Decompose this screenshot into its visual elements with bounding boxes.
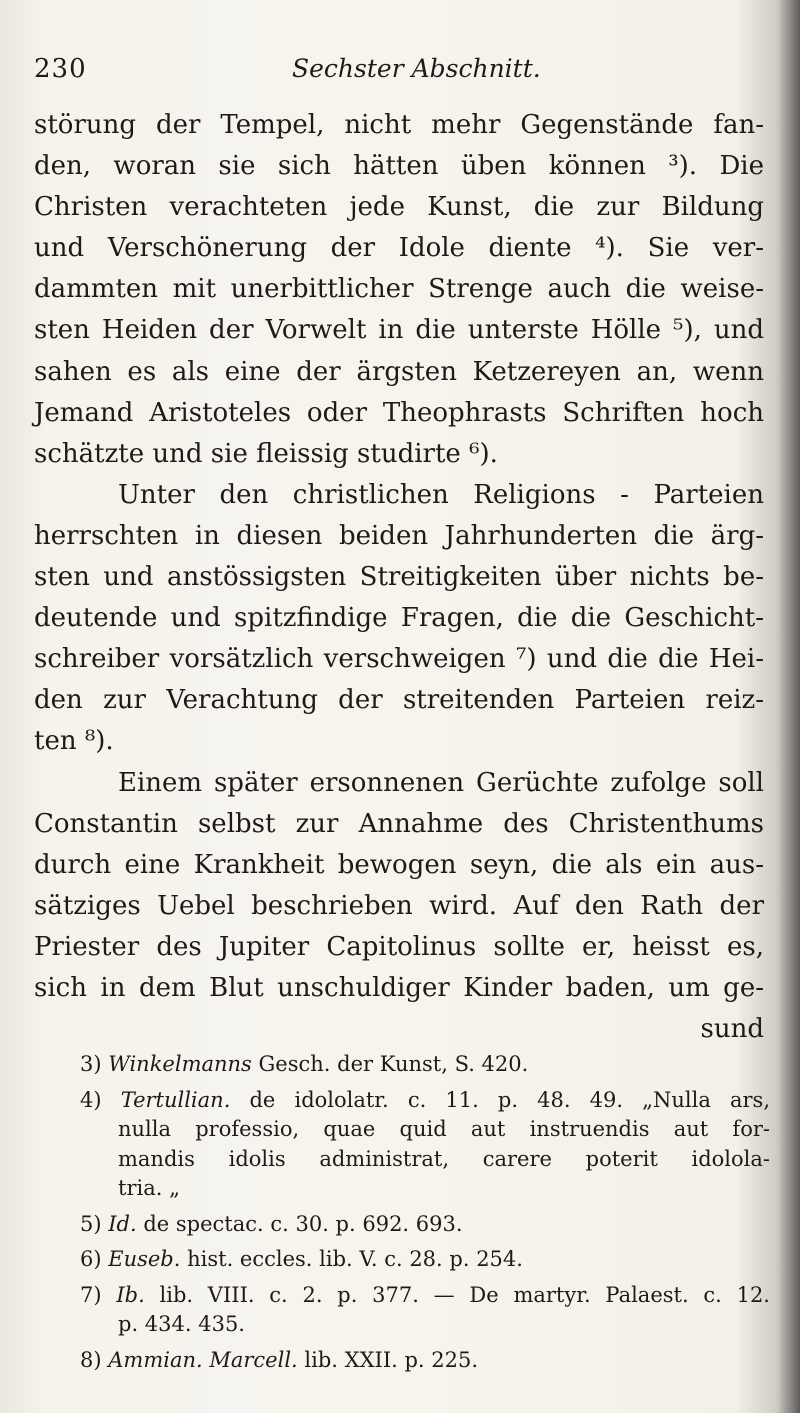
footnote-continuation: mandis idolis administrat, carere poterit idolola- xyxy=(118,1146,770,1171)
text-line: deutende und spitzfindige Fragen, die die Geschicht- xyxy=(34,603,764,634)
footnote-author: Id. xyxy=(108,1211,137,1236)
text-line: ten ⁸). xyxy=(34,726,114,757)
page-edge-shadow xyxy=(778,0,800,1413)
footnote-marker: 4) xyxy=(80,1087,102,1112)
text-line-paragraph-start: Unter den christlichen Religions - Parteien xyxy=(118,479,764,510)
text-line: schätzte und sie fleissig studirte ⁶). xyxy=(34,438,498,469)
footnote-text: Gesch. der Kunst, S. 420. xyxy=(251,1052,529,1076)
footnote xyxy=(80,1245,770,1275)
text-line-paragraph-start: Einem später ersonnenen Gerüchte zufolge soll xyxy=(118,767,764,798)
footnote-author: Euseb. xyxy=(108,1247,181,1271)
running-title: Sechster Abschnitt. xyxy=(292,54,541,83)
footnote xyxy=(80,1210,770,1240)
text-line: den, woran sie sich hätten üben können ³). Die xyxy=(34,151,764,182)
catchword: sund xyxy=(700,1014,764,1045)
footnote-continuation: nulla professio, quae quid aut instruendis aut for- xyxy=(118,1117,770,1141)
footnote-text: lib. VIII. c. 2. p. 377. — De martyr. Palaest. c. 12. xyxy=(144,1282,770,1307)
text-line: den zur Verachtung der streitenden Parteien reiz- xyxy=(34,685,764,716)
footnote-continuation: tria. „ xyxy=(118,1176,180,1200)
text-line: und Verschönerung der Idole diente ⁴). Sie ver- xyxy=(34,233,764,264)
body-text xyxy=(34,105,764,1050)
text-line: störung der Tempel, nicht mehr Gegenstände fan- xyxy=(34,110,764,140)
footnote-marker: 3) xyxy=(80,1052,102,1076)
footnote-author: Winkelmanns xyxy=(108,1052,252,1076)
footnote-text: de spectac. c. 30. p. 692. 693. xyxy=(136,1211,463,1236)
footnote-author: Ib. xyxy=(116,1282,145,1307)
footnote xyxy=(80,1281,770,1340)
footnote-marker: 6) xyxy=(80,1247,102,1271)
footnote xyxy=(80,1050,770,1080)
text-line: sten Heiden der Vorwelt in die unterste Hölle ⁵), und xyxy=(34,315,764,346)
footnote-continuation: p. 434. 435. xyxy=(118,1312,245,1336)
text-line: sich in dem Blut unschuldiger Kinder baden, um ge- xyxy=(34,972,764,1003)
footnotes xyxy=(80,1050,770,1375)
text-line: dammten mit unerbittlicher Strenge auch die weise- xyxy=(34,274,764,305)
footnote xyxy=(80,1346,770,1376)
text-line: Jemand Aristoteles oder Theophrasts Schriften hoch xyxy=(34,397,764,428)
footnote xyxy=(80,1086,770,1204)
text-line: durch eine Krankheit bewogen seyn, die als ein aus- xyxy=(34,849,764,880)
text-line: Priester des Jupiter Capitolinus sollte er, heisst es, xyxy=(34,931,764,962)
text-line: sahen es als eine der ärgsten Ketzereyen an, wenn xyxy=(34,356,764,387)
page-number: 230 xyxy=(34,54,87,84)
footnote-text: de idololatr. c. 11. p. 48. 49. „Nulla ars, xyxy=(230,1087,770,1112)
footnote-marker: 7) xyxy=(80,1282,102,1307)
footnote-author: Tertullian. xyxy=(120,1087,231,1112)
text-line: Christen verachteten jede Kunst, die zur Bildung xyxy=(34,192,764,223)
text-line: sten und anstössigsten Streitigkeiten über nichts be- xyxy=(34,562,764,593)
footnote-author: Ammian. Marcell. xyxy=(108,1347,298,1372)
footnote-text: hist. eccles. lib. V. c. 28. p. 254. xyxy=(180,1247,523,1271)
footnote-marker: 8) xyxy=(80,1347,102,1372)
text-line: Constantin selbst zur Annahme des Christenthums xyxy=(34,808,764,839)
text-line: herrschten in diesen beiden Jahrhunderten die ärg- xyxy=(34,520,764,551)
text-line: sätziges Uebel beschrieben wird. Auf den Rath der xyxy=(34,890,764,921)
page-header xyxy=(34,52,774,88)
footnote-text: lib. XXII. p. 225. xyxy=(297,1347,479,1372)
text-line: schreiber vorsätzlich verschweigen ⁷) und die die Hei- xyxy=(34,644,764,675)
footnote-marker: 5) xyxy=(80,1211,102,1236)
